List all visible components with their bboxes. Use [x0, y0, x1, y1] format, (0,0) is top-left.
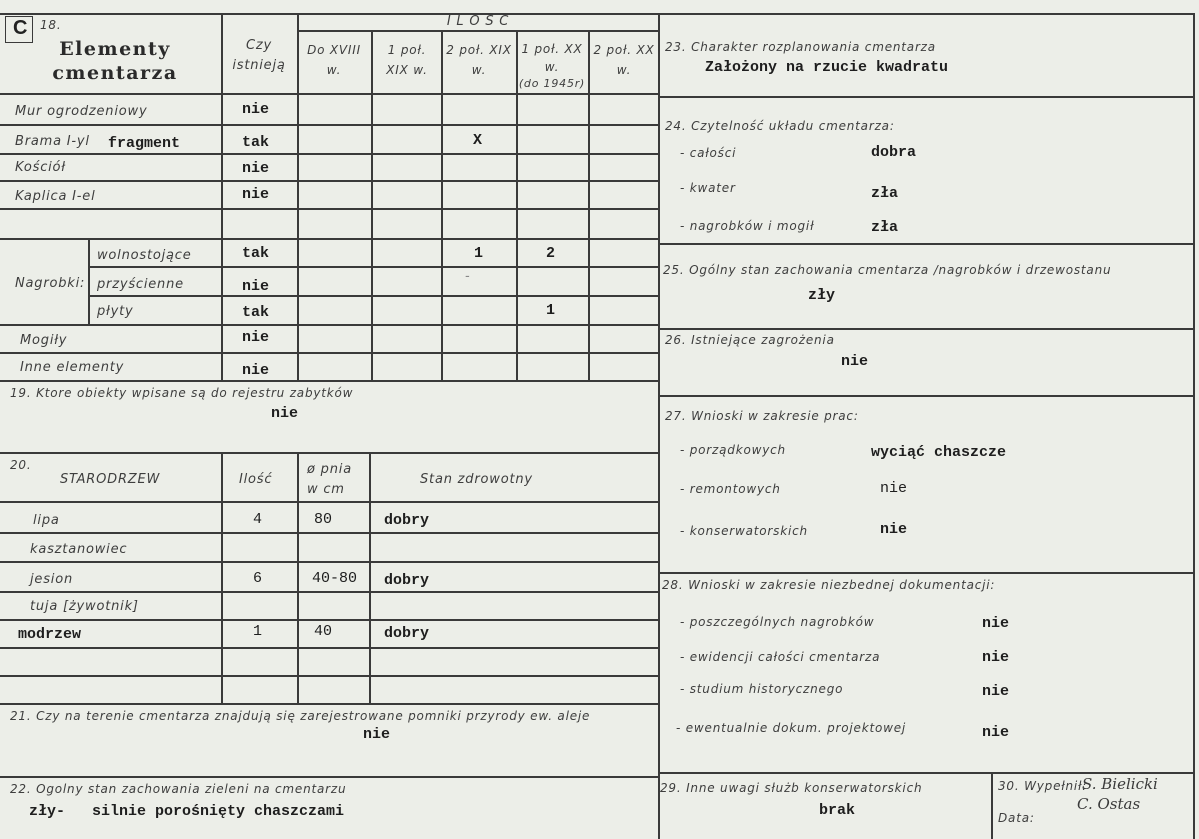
grid-line: [88, 295, 659, 297]
q19-label: 19. Ktore obiekty wpisane są do rejestru zabytków: [10, 386, 354, 400]
row-2p19-wolnostojace: 1: [474, 245, 484, 262]
col-header-1p19: 1 poł. XIX w.: [386, 43, 428, 77]
grid-line: [441, 30, 443, 380]
tree-stan: dobry: [384, 572, 430, 589]
q29-label: 29. Inne uwagi służb konserwatorskich: [660, 781, 923, 795]
q23-answer: Założony na rzucie kwadratu: [705, 59, 949, 76]
q23-label: 23. Charakter rozplanowania cmentarza: [665, 40, 936, 54]
grid-line: [0, 352, 659, 354]
grid-line: [369, 452, 371, 703]
starodrzew-number: 20.: [10, 458, 32, 472]
tree-ilosc: 1: [253, 623, 263, 640]
q27-item-label: - porządkowych: [680, 443, 786, 457]
tree-ilosc: 6: [253, 570, 263, 587]
q27-item-answer: nie: [880, 521, 908, 538]
grid-line: [0, 180, 659, 182]
q28-label: 28. Wnioski w zakresie niezbednej dokumentacji:: [662, 578, 996, 592]
grid-line: [0, 153, 659, 155]
grid-line: [0, 452, 659, 454]
grid-line: [221, 452, 223, 703]
q26-answer: nie: [841, 353, 869, 370]
grid-line: [0, 324, 659, 326]
col-header-czy: Czy istnieją: [232, 38, 286, 73]
grid-line: [0, 501, 659, 503]
q28-item-answer: nie: [982, 649, 1010, 666]
row-label-brama: Brama I-yl: [15, 134, 90, 149]
grid-line: [0, 93, 659, 95]
q26-label: 26. Istniejące zagrożenia: [665, 333, 835, 347]
q27-item-label: - remontowych: [680, 482, 781, 496]
col-header-2p19: 2 poł. XIX w.: [446, 43, 512, 77]
row-label-mur: Mur ogrodzeniowy: [15, 104, 148, 119]
row-group-nagrobki: Nagrobki:: [15, 276, 86, 291]
grid-line: [659, 243, 1194, 245]
q30-label: 30. Wypełnił:: [998, 779, 1088, 793]
row-label-mogily: Mogiły: [20, 333, 68, 348]
row-czy-mur: nie: [242, 101, 270, 118]
center-divider: [658, 13, 660, 839]
q29-answer: brak: [819, 802, 856, 819]
q28-item-answer: nie: [982, 615, 1010, 632]
grid-line: [0, 238, 659, 240]
grid-line: [0, 675, 659, 677]
q28-item-answer: nie: [982, 724, 1010, 741]
grid-line: [0, 647, 659, 649]
row-1p20-plyty: 1: [546, 302, 556, 319]
q27-label: 27. Wnioski w zakresie prac:: [665, 409, 859, 423]
row-label-plyty: płyty: [97, 304, 134, 319]
q24-label: 24. Czytelność układu cmentarza:: [665, 119, 895, 133]
tree-name: lipa: [33, 513, 60, 528]
grid-line: [0, 776, 659, 778]
q24-item-answer: dobra: [871, 144, 917, 161]
tree-pnia: 80: [314, 511, 333, 528]
grid-line: [0, 703, 659, 705]
col-header-ilosc: I L O S C: [446, 14, 510, 29]
tree-stan: dobry: [384, 625, 430, 642]
q21-answer: nie: [363, 726, 391, 743]
q19-answer: nie: [271, 405, 299, 422]
grid-line: [0, 619, 659, 621]
grid-line: [0, 124, 659, 126]
tree-name: kasztanowiec: [30, 542, 128, 557]
q27-item-label: - konserwatorskich: [680, 524, 808, 538]
row-czy-brama: tak: [242, 134, 270, 151]
q27-item-answer: nie: [880, 480, 908, 497]
q22-label: 22. Ogolny stan zachowania zieleni na cmentarzu: [10, 782, 347, 796]
q30-name1: S. Bielicki: [1082, 775, 1158, 793]
row-label-kaplica: Kaplica I-el: [15, 189, 96, 204]
col-header-1p20-note: (do 1945r): [518, 77, 586, 90]
q22-answer: zły- silnie porośnięty chaszczami: [29, 803, 345, 820]
q30-name2: C. Ostas: [1077, 795, 1141, 813]
tree-name: modrzew: [18, 626, 82, 643]
q24-item-label: - całości: [680, 146, 737, 160]
grid-line: [0, 208, 659, 210]
q21-label: 21. Czy na terenie cmentarza znajdują się zarejestrowane pomniki przyrody ew. aleje: [10, 709, 591, 723]
section-number: 18.: [40, 18, 62, 32]
q28-item-label: - ewidencji całości cmentarza: [680, 650, 881, 664]
grid-line: [0, 561, 659, 563]
row-czy-plyty: tak: [242, 304, 270, 321]
starodrzew-header-name: STARODRZEW: [60, 472, 161, 487]
tree-name: tuja [żywotnik]: [30, 599, 139, 614]
row-czy-wolnostojace: tak: [242, 245, 270, 262]
q24-item-answer: zła: [871, 185, 899, 202]
grid-line: [659, 328, 1194, 330]
starodrzew-header-ilosc: Ilość: [239, 472, 273, 487]
row-czy-kosciol: nie: [242, 160, 270, 177]
grid-line: [88, 266, 659, 268]
right-border: [1193, 13, 1195, 839]
grid-line: [659, 395, 1194, 397]
row-1p20-wolnostojace: 2: [546, 245, 556, 262]
q24-item-label: - nagrobków i mogił: [680, 219, 815, 233]
q24-item-label: - kwater: [680, 181, 736, 195]
grid-line: [0, 532, 659, 534]
tree-pnia: 40-80: [312, 570, 358, 587]
row-label-kosciol: Kościół: [15, 160, 66, 175]
row-czy-inne: nie: [242, 362, 270, 379]
grid-line: [371, 30, 373, 380]
grid-line: [297, 30, 659, 32]
grid-line: [659, 96, 1194, 98]
tree-stan: dobry: [384, 512, 430, 529]
row-2p19-przyscienne: -: [465, 269, 471, 284]
row-label-wolnostojace: wolnostojące: [97, 248, 192, 263]
section-letter: C: [13, 17, 29, 39]
q28-item-label: - ewentualnie dokum. projektowej: [676, 721, 907, 735]
starodrzew-header-pnia: ø pnia w cm: [307, 462, 352, 497]
q24-item-answer: zła: [871, 219, 899, 236]
q25-label: 25. Ogólny stan zachowania cmentarza /nagrobków i drzewostanu: [663, 263, 1112, 277]
q28-item-answer: nie: [982, 683, 1010, 700]
grid-line: [588, 30, 590, 380]
tree-name: jesion: [30, 572, 73, 587]
starodrzew-header-stan: Stan zdrowotny: [420, 472, 533, 487]
grid-line: [297, 452, 299, 703]
row-czy-przyscienne: nie: [242, 278, 270, 295]
row-note-brama: fragment: [108, 135, 181, 152]
section-title-line2: cmentarza: [52, 62, 178, 84]
tree-pnia: 40: [314, 623, 333, 640]
col-header-do18: Do XVIII w.: [307, 43, 361, 77]
section-title-line1: Elementy: [59, 38, 171, 60]
row-label-inne: Inne elementy: [20, 360, 125, 375]
grid-line: [0, 380, 659, 382]
grid-line: [659, 572, 1194, 574]
col-header-1p20: 1 poł. XX w.: [521, 42, 583, 74]
row-czy-mogily: nie: [242, 329, 270, 346]
col-header-2p20: 2 poł. XX w.: [593, 43, 655, 77]
grid-line: [659, 772, 1194, 774]
grid-line: [88, 238, 90, 324]
q27-item-answer: wyciąć chaszcze: [871, 444, 1007, 461]
q25-answer: zły: [808, 287, 836, 304]
grid-line: [0, 591, 659, 593]
q28-item-label: - poszczególnych nagrobków: [680, 615, 875, 629]
tree-ilosc: 4: [253, 511, 263, 528]
row-label-przyscienne: przyścienne: [97, 277, 184, 292]
row-czy-kaplica: nie: [242, 186, 270, 203]
row-2p19-brama: X: [473, 132, 483, 149]
grid-line: [991, 772, 993, 839]
q28-item-label: - studium historycznego: [680, 682, 844, 696]
q30-data-label: Data:: [998, 811, 1035, 825]
